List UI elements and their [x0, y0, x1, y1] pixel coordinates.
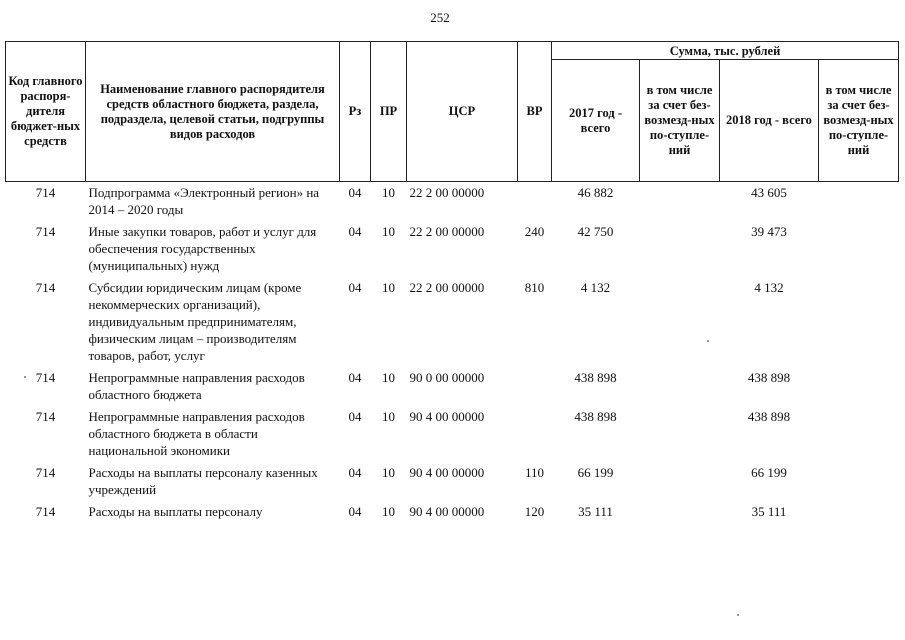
- header-2018-total: 2018 год - всего: [720, 60, 819, 182]
- cell-2018-total: 438 898: [747, 370, 791, 385]
- cell-2018-total: 43 605: [751, 185, 787, 200]
- cell-name: Непрограммные направления расходов областного бюджета: [88, 370, 305, 402]
- cell-csr: 22 2 00 00000: [409, 185, 485, 200]
- cell-rz: 04: [348, 185, 362, 200]
- cell-rz: 04: [348, 409, 362, 424]
- scan-speck: [737, 614, 739, 616]
- header-2017-free: в том числе за счет без-возмезд-ных по-ступле-ний: [640, 60, 720, 182]
- header-2017-total: 2017 год - всего: [552, 60, 640, 182]
- header-pr: ПР: [371, 42, 407, 182]
- cell-csr: 90 4 00 00000: [409, 409, 485, 424]
- table-row: [6, 221, 899, 277]
- cell-name: Подпрограмма «Электронный регион» на 2014 – 2020 годы: [88, 185, 320, 217]
- cell-name: Расходы на выплаты персоналу казенных учреждений: [88, 465, 318, 497]
- cell-pr: 10: [382, 185, 395, 200]
- cell-2018-total: 438 898: [747, 409, 791, 424]
- cell-code: 714: [35, 504, 56, 519]
- cell-vr: 240: [524, 224, 545, 239]
- cell-pr: 10: [382, 224, 395, 239]
- cell-name: Иные закупки товаров, работ и услуг для обеспечения государственных (муниципальных) нужд: [88, 224, 317, 273]
- cell-vr: 110: [524, 465, 545, 480]
- cell-2017-free: [640, 501, 720, 523]
- header-csr: ЦСР: [407, 42, 518, 182]
- cell-2017-total: 438 898: [574, 409, 617, 424]
- cell-code: 714: [35, 465, 56, 480]
- cell-code: 714: [35, 370, 56, 385]
- table-row: [6, 182, 899, 222]
- page-number: 252: [430, 10, 450, 25]
- cell-rz: 04: [348, 370, 362, 385]
- cell-csr: 90 4 00 00000: [409, 504, 485, 519]
- cell-2017-free: [640, 367, 720, 406]
- cell-rz: 04: [348, 280, 362, 295]
- cell-vr: 810: [524, 280, 545, 295]
- cell-2017-total: 66 199: [577, 465, 614, 480]
- cell-csr: 90 4 00 00000: [409, 465, 485, 480]
- cell-name: Расходы на выплаты персоналу: [88, 504, 263, 519]
- cell-vr: [518, 367, 552, 406]
- cell-2018-free: [819, 406, 899, 462]
- cell-pr: 10: [382, 465, 395, 480]
- cell-code: 714: [35, 224, 56, 239]
- cell-code: 714: [35, 280, 56, 295]
- cell-csr: 90 0 00 00000: [409, 370, 485, 385]
- cell-2017-total: 438 898: [574, 370, 617, 385]
- scan-speck: [24, 376, 26, 378]
- cell-2017-free: [640, 462, 720, 501]
- cell-pr: 10: [382, 280, 395, 295]
- cell-2017-total: 46 882: [577, 185, 614, 200]
- cell-2017-free: [640, 221, 720, 277]
- header-code: Код главного распоря-дителя бюджет-ных средств: [6, 42, 86, 182]
- table-row: [6, 367, 899, 406]
- cell-pr: 10: [382, 370, 395, 385]
- table-header: [6, 42, 899, 182]
- cell-vr: [518, 182, 552, 222]
- cell-2018-free: [819, 462, 899, 501]
- cell-rz: 04: [348, 224, 362, 239]
- header-rz: Рз: [340, 42, 371, 182]
- cell-2017-free: [640, 406, 720, 462]
- cell-csr: 22 2 00 00000: [409, 280, 485, 295]
- header-sum-group: Сумма, тыс. рублей: [552, 42, 899, 60]
- budget-table: [5, 41, 899, 523]
- cell-2018-free: [819, 182, 899, 222]
- cell-2018-total: 39 473: [751, 224, 787, 239]
- cell-2018-free: [819, 277, 899, 367]
- cell-2017-free: [640, 277, 720, 367]
- table-row: [6, 501, 899, 523]
- cell-2018-total: 66 199: [751, 465, 787, 480]
- cell-2018-free: [819, 501, 899, 523]
- cell-2018-total: 4 132: [754, 280, 784, 295]
- cell-pr: 10: [382, 409, 395, 424]
- cell-vr: [518, 406, 552, 462]
- cell-csr: 22 2 00 00000: [409, 224, 485, 239]
- header-vr: ВР: [518, 42, 552, 182]
- header-name: Наименование главного распорядителя средств областного бюджета, раздела, подраздела, целевой статьи, подгруппы видов расходов: [86, 42, 340, 182]
- table-body: [6, 182, 899, 524]
- cell-name: Субсидии юридическим лицам (кроме некоммерческих организаций), индивидуальным предпринимателям, физическим лицам – производителям товаров, работ, услуг: [88, 280, 302, 363]
- cell-2018-free: [819, 367, 899, 406]
- table-row: [6, 462, 899, 501]
- header-2018-free: в том числе за счет без-возмезд-ных по-ступле-ний: [819, 60, 899, 182]
- cell-rz: 04: [348, 465, 362, 480]
- cell-2017-free: [640, 182, 720, 222]
- cell-2017-total: 35 111: [578, 504, 613, 519]
- cell-2018-total: 35 111: [751, 504, 787, 519]
- cell-vr: 120: [524, 504, 545, 519]
- cell-2018-free: [819, 221, 899, 277]
- cell-code: 714: [35, 409, 56, 424]
- cell-pr: 10: [382, 504, 395, 519]
- scan-speck: [707, 340, 709, 342]
- table-row: [6, 406, 899, 462]
- cell-code: 714: [35, 185, 56, 200]
- cell-2017-total: 4 132: [580, 280, 611, 295]
- cell-name: Непрограммные направления расходов областного бюджета в области национальной экономики: [88, 409, 305, 458]
- table-row: [6, 277, 899, 367]
- cell-2017-total: 42 750: [577, 224, 614, 239]
- cell-rz: 04: [348, 504, 362, 519]
